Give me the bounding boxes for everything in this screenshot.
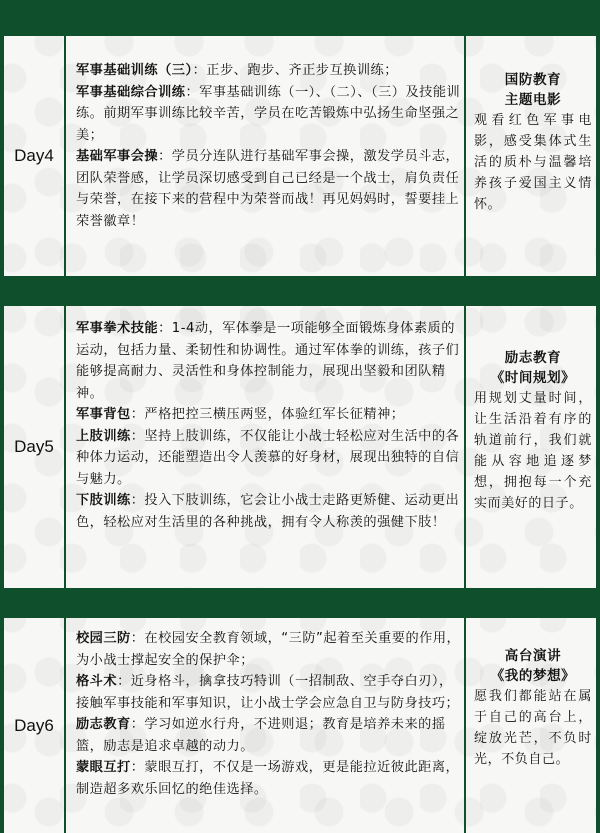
activity-text: ：严格把控三横压两竖，体验红军长征精神； — [130, 407, 405, 422]
activity-text: ：投入下肢训练，它会让小战士走路更矫健、运动更出色，轻松应对生活里的各种挑战，拥有令人称羡的强健下肢！ — [76, 493, 460, 530]
theme-text: 愿我们都能站在属于自己的高台上，绽放光芒，不负时光，不负自己。 — [474, 689, 592, 767]
activity-item — [76, 426, 462, 491]
activity-text: ：在校园安全教育领域，“三防”起着至关重要的作用，为小战士撑起安全的保护伞； — [76, 631, 461, 668]
side-theme — [474, 646, 592, 770]
divider-band — [0, 276, 600, 306]
activity-item — [76, 318, 462, 404]
activity-item — [76, 757, 462, 800]
activity-heading: 下肢训练 — [76, 493, 131, 508]
theme-subtitle: 主题电影 — [504, 92, 562, 108]
activity-heading: 军事基础综合训练 — [76, 84, 186, 100]
activity-heading: 校园三防 — [76, 631, 131, 646]
activity-heading: 格斗术 — [76, 674, 118, 689]
activity-text: ：1-4动，军体拳是一项能够全面锻炼身体素质的运动，包括力量、柔韧性和协调性。通过军体拳的训练，孩子们能够提高耐力、灵活性和身体控制能力，展现出坚毅和团队精神。 — [76, 321, 460, 401]
activity-item — [76, 490, 462, 533]
activity-heading: 军事拳术技能 — [76, 321, 159, 336]
activity-item — [76, 628, 462, 671]
theme-title: 国防教育 — [504, 72, 562, 88]
side-theme — [474, 348, 592, 514]
activity-item — [76, 82, 462, 147]
activity-item — [76, 671, 462, 714]
day-label: Day6 — [14, 715, 54, 735]
activity-text: ：正步、跑步、齐正步互换训练； — [192, 63, 398, 78]
column-divider — [64, 36, 66, 276]
activity-text: ：军事基础训练（一）、（二）、（三）及技能训练。前期军事训练比较辛苦，学员在吃苦锻炼中弘扬生命坚强之美； — [76, 84, 461, 143]
activity-heading: 军事背包 — [76, 407, 131, 422]
activity-item — [76, 714, 462, 757]
activity-item — [76, 404, 462, 426]
theme-title: 高台演讲 — [504, 648, 562, 664]
day-row-6 — [0, 618, 600, 833]
day-content — [76, 318, 462, 533]
activity-item — [76, 146, 462, 232]
activity-heading: 上肢训练 — [76, 428, 131, 444]
divider-band — [0, 588, 600, 618]
activity-item — [76, 60, 462, 82]
theme-subtitle: 《我的梦想》 — [490, 668, 576, 684]
day-label: Day4 — [14, 146, 54, 165]
column-divider — [64, 306, 66, 588]
activity-text: ：近身格斗，擒拿技巧特训（一招制敌、空手夺白刃），接触军事技能和军事知识，让小战士学会应急自卫与防身技巧； — [76, 674, 460, 711]
activity-heading: 军事基础训练（三） — [76, 63, 193, 78]
theme-text: 观看红色军事电影，感受集体式生活的质朴与温馨培养孩子爱国主义情怀。 — [474, 113, 592, 212]
activity-text: ：蒙眼互打，不仅是一场游戏，更是能拉近彼此距离，制造超多欢乐回忆的绝佳选择。 — [76, 760, 460, 797]
day-row-4 — [0, 36, 600, 276]
activity-text: ：学习如逆水行舟，不进则退；教育是培养未来的摇篮，励志是追求卓越的动力。 — [76, 717, 446, 754]
column-divider — [464, 306, 466, 588]
column-divider — [464, 36, 466, 276]
column-divider — [64, 618, 66, 833]
day-content — [76, 628, 462, 800]
activity-heading: 基础军事会操 — [76, 149, 159, 164]
theme-subtitle: 《时间规划》 — [490, 370, 576, 386]
day-content — [76, 60, 462, 232]
activity-text: ：坚持上肢训练，不仅能让小战士轻松应对生活中的各种体力运动，还能塑造出令人羡慕的好身材，展现出独特的自信与魅力。 — [76, 428, 460, 487]
theme-title: 励志教育 — [504, 350, 562, 366]
header-band — [0, 0, 600, 36]
activity-heading: 蒙眼互打 — [76, 760, 131, 775]
activity-heading: 励志教育 — [76, 717, 131, 732]
activity-text: ：学员分连队进行基础军事会操，激发学员斗志，团队荣誉感，让学员深切感受到自己已经是一个战士，肩负责任与荣誉，在接下来的营程中为荣誉而战！再见妈妈时，誓要挂上荣誉徽章！ — [76, 149, 460, 229]
theme-text: 用规划丈量时间，让生活沿着有序的轨道前行，我们就能从容地追逐梦想，拥抱每一个充实而美好的日子。 — [474, 391, 592, 511]
column-divider — [464, 618, 466, 833]
day-label: Day5 — [14, 437, 54, 456]
side-theme — [474, 70, 592, 215]
day-row-5 — [0, 306, 600, 588]
